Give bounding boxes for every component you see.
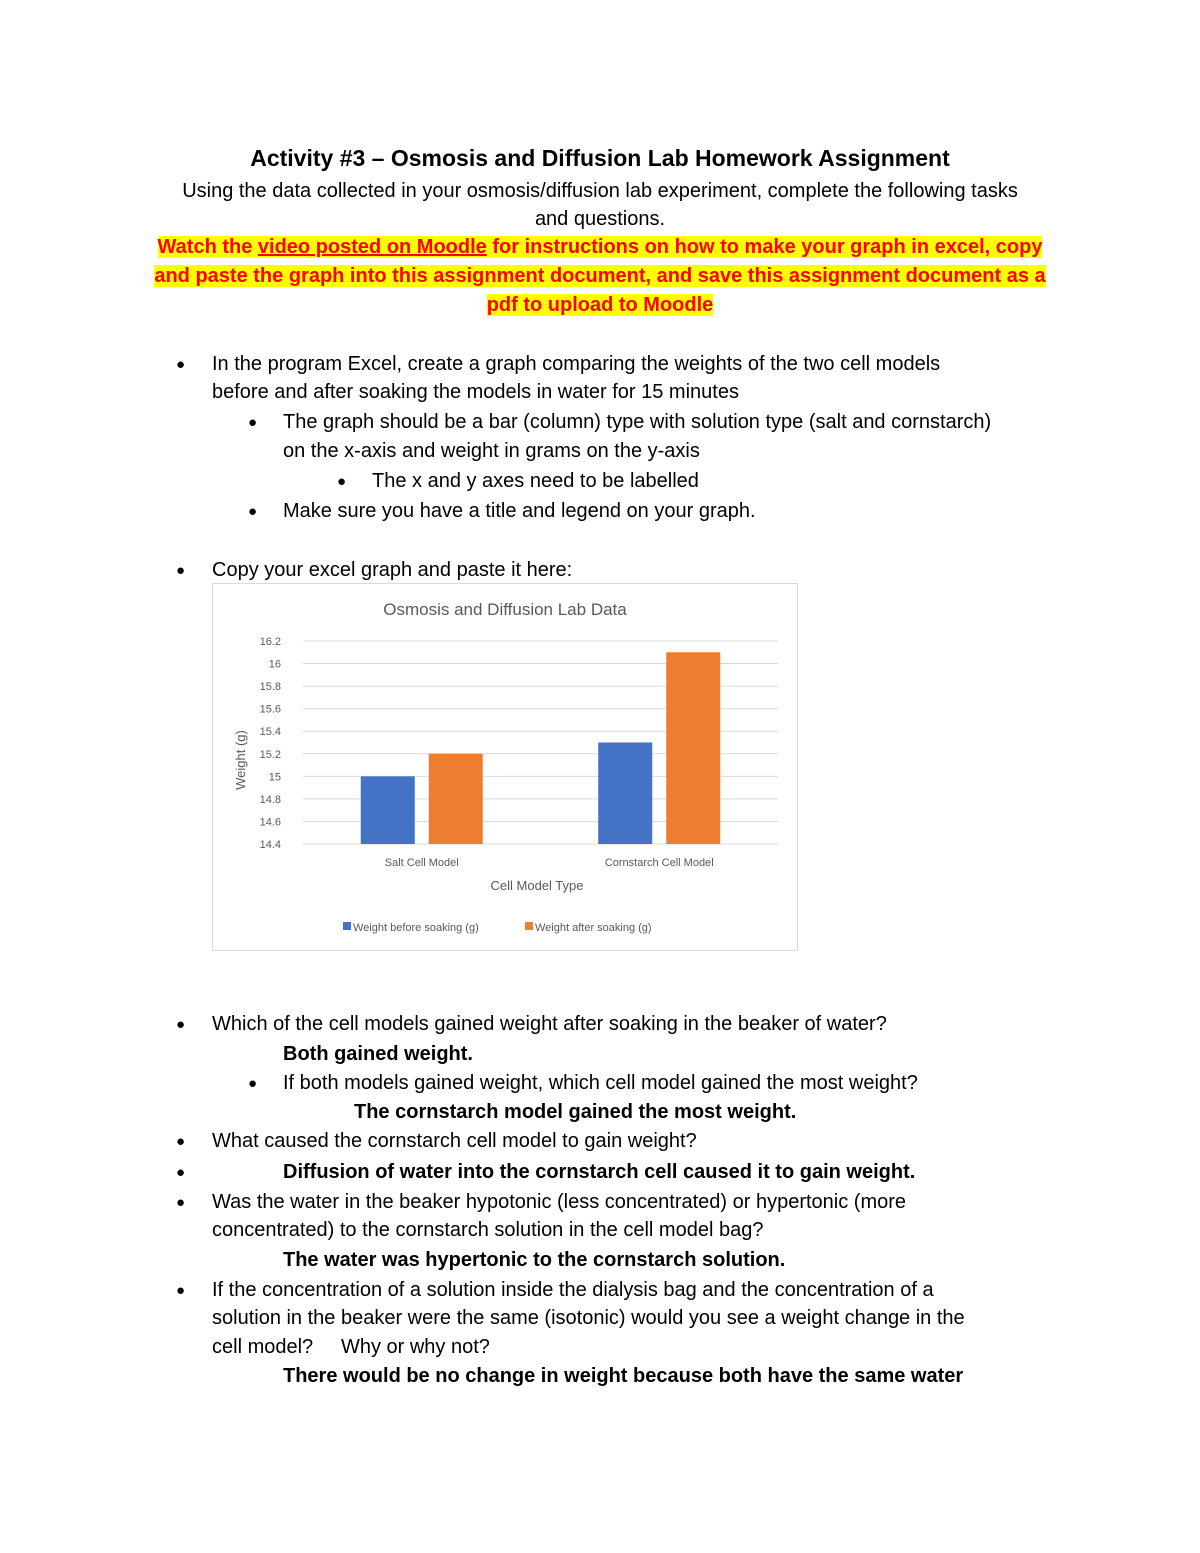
y-tick-label: 15.2 — [259, 748, 281, 761]
x-category-label: Salt Cell Model — [384, 857, 459, 869]
instruction-2-line-2: on the x-axis and weight in grams on the y-axis — [283, 440, 700, 462]
bullet-dot: ● — [337, 473, 347, 490]
chart-title: Osmosis and Diffusion Lab Data — [383, 600, 627, 619]
y-tick-label: 15.8 — [259, 681, 281, 694]
instruction-1-line-1: In the program Excel, create a graph comparing the weights of the two cell models — [212, 353, 941, 375]
legend-label: Weight after soaking (g) — [535, 922, 652, 934]
bar-chart — [212, 583, 798, 951]
bullet-dot: ● — [248, 414, 258, 431]
bullet-dot: ● — [176, 562, 186, 579]
chart-svg — [213, 584, 797, 950]
bar-after-soaking — [666, 652, 720, 844]
instruction-4: Make sure you have a title and legend on your graph. — [283, 500, 756, 522]
bar-before-soaking — [598, 743, 652, 845]
answer-1: Both gained weight. — [283, 1043, 473, 1065]
y-tick-label: 15.6 — [259, 703, 281, 716]
warn-line-3: pdf to upload to Moodle — [486, 294, 714, 316]
bullet-dot: ● — [176, 1194, 186, 1211]
y-tick-label: 15.4 — [259, 726, 281, 739]
question-1: Which of the cell models gained weight after soaking in the beaker of water? — [212, 1013, 887, 1035]
answer-3: Diffusion of water into the cornstarch cell caused it to gain weight. — [283, 1161, 916, 1183]
bullet-dot: ● — [176, 1282, 186, 1299]
intro-line-2: and questions. — [534, 208, 666, 230]
bar-before-soaking — [361, 776, 415, 844]
question-4-line-1: Was the water in the beaker hypotonic (less concentrated) or hypertonic (more — [212, 1191, 907, 1213]
y-tick-label: 16.2 — [259, 636, 281, 648]
moodle-instructions — [130, 233, 1070, 320]
warn-text-b: for instructions on how to make your graph in excel, copy — [486, 236, 1043, 258]
moodle-video-link[interactable]: video posted on Moodle — [257, 236, 487, 258]
question-5-line-1: If the concentration of a solution inside the dialysis bag and the concentration of a — [212, 1279, 934, 1301]
legend-swatch — [525, 922, 533, 930]
y-tick-label: 14.8 — [259, 793, 281, 806]
y-tick-label: 14.4 — [259, 839, 281, 851]
warn-text-a: Watch the — [157, 236, 258, 258]
page-title: Activity #3 – Osmosis and Diffusion Lab Homework Assignment — [250, 145, 950, 171]
question-4-line-2: concentrated) to the cornstarch solution in the cell model bag? — [212, 1219, 764, 1241]
bar-after-soaking — [429, 754, 483, 844]
instruction-2-line-1: The graph should be a bar (column) type with solution type (salt and cornstarch) — [283, 411, 992, 433]
question-5-line-2: solution in the beaker were the same (isotonic) would you see a weight change in the — [212, 1307, 965, 1329]
y-tick-label: 14.6 — [259, 816, 281, 829]
intro-line-1: Using the data collected in your osmosis/diffusion lab experiment, complete the following tasks — [182, 180, 1018, 202]
bullet-dot: ● — [248, 1075, 258, 1092]
legend-label: Weight before soaking (g) — [353, 922, 479, 934]
bullet-dot: ● — [176, 1016, 186, 1033]
x-axis-label: Cell Model Type — [490, 878, 584, 893]
answer-2: The cornstarch model gained the most weight. — [354, 1101, 797, 1123]
bullet-dot: ● — [176, 1164, 186, 1181]
intro-text — [130, 177, 1070, 233]
y-tick-label: 16 — [268, 658, 281, 671]
x-category-label: Cornstarch Cell Model — [604, 857, 714, 869]
question-2: If both models gained weight, which cell model gained the most weight? — [283, 1072, 918, 1094]
instruction-1-line-2: before and after soaking the models in water for 15 minutes — [212, 381, 739, 403]
instruction-3: The x and y axes need to be labelled — [372, 470, 699, 492]
bullet-dot: ● — [176, 1133, 186, 1150]
answer-5: There would be no change in weight because both have the same water — [283, 1365, 964, 1387]
bullet-dot: ● — [248, 503, 258, 520]
warn-line-2: and paste the graph into this assignment document, and save this assignment document as a — [154, 265, 1046, 287]
y-axis-label: Weight (g) — [233, 730, 248, 790]
question-5-line-3: cell model? Why or why not? — [212, 1336, 490, 1358]
legend-swatch — [343, 922, 351, 930]
question-3: What caused the cornstarch cell model to gain weight? — [212, 1130, 697, 1152]
bullet-dot: ● — [176, 356, 186, 373]
answer-4: The water was hypertonic to the cornstarch solution. — [283, 1249, 786, 1271]
y-tick-label: 15 — [268, 771, 281, 784]
instruction-5: Copy your excel graph and paste it here: — [212, 559, 573, 581]
